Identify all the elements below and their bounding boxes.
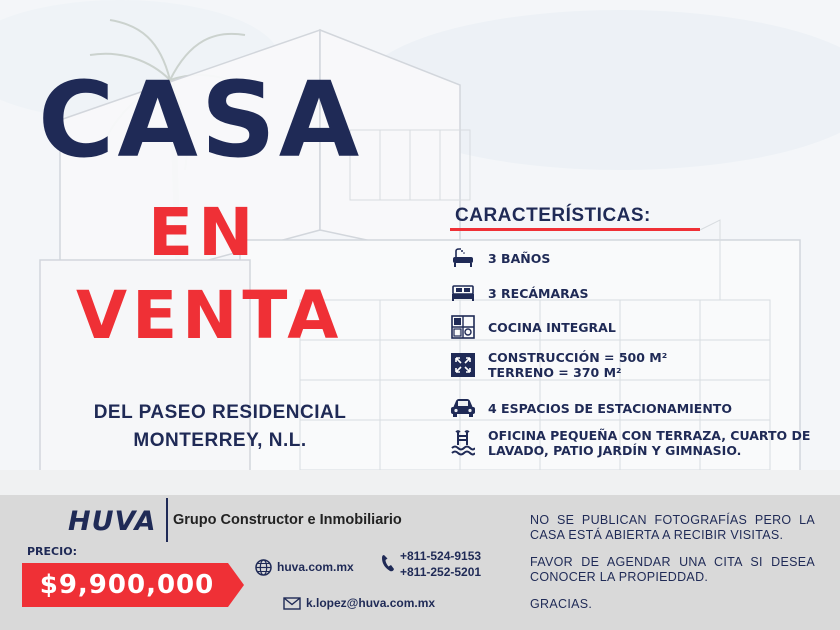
price-tag [22,563,244,607]
feature-construction-text: CONSTRUCCIÓN = 500 M² [488,350,668,365]
feature-parking-text: 4 ESPACIOS DE ESTACIONAMIENTO [488,400,732,416]
features-underline [450,228,700,231]
email-contact[interactable] [283,594,435,612]
car-icon [450,395,476,421]
kitchen-icon [450,314,476,340]
feature-bedrooms [450,280,588,306]
phone-numbers [400,548,481,580]
company-tagline: Grupo Constructor e Inmobiliario [173,512,402,528]
price-value: $9,900,000 [39,570,215,600]
pool-icon [450,430,476,456]
feature-parking [450,395,732,421]
mail-icon [283,594,301,612]
phone-number-1: +811-524-9153 [400,549,482,563]
location-line-2: MONTERREY, N.L. [133,430,307,451]
feature-extras-text [488,428,810,458]
headline-en: EN [148,194,259,271]
feature-kitchen-text: COCINA INTEGRAL [488,319,616,335]
globe-icon [254,558,272,576]
area-icon [450,352,476,378]
huva-logo: HUVA [68,506,157,537]
logo-divider [166,498,168,542]
email-text: k.lopez@huva.com.mx [306,596,436,610]
visit-notes [530,513,815,624]
headline-casa: CASA [38,59,363,181]
feature-area-text [488,350,667,380]
feature-land-text: TERRENO = 370 M² [488,365,622,380]
features-title: CARACTERÍSTICAS: [455,205,651,226]
bed-icon [450,280,476,306]
feature-baths [450,245,550,271]
feature-area [450,350,667,380]
feature-baths-text: 3 BAÑOS [488,250,551,266]
phone-number-2: +811-252-5201 [400,565,482,579]
phone-icon [380,553,396,575]
price-label: PRECIO: [27,545,77,558]
headline-venta: VENTA [76,277,344,354]
note-no-photos: NO SE PUBLICAN FOTOGRAFÍAS PERO LA CASA ESTÁ ABIERTA A RECIBIR VISITAS. [530,513,815,542]
note-thanks: GRACIAS. [530,597,593,611]
website-text: huva.com.mx [277,560,354,574]
feature-extras-line1: OFICINA PEQUEÑA CON TERRAZA, CUARTO DE [488,428,811,443]
feature-bedrooms-text: 3 RECÁMARAS [488,285,589,301]
feature-extras-line2: LAVADO, PATIO JARDÍN Y GIMNASIO. [488,443,742,458]
bathtub-icon [450,245,476,271]
website-contact[interactable] [254,558,354,576]
note-appointment: FAVOR DE AGENDAR UNA CITA SI DESEA CONOCER LA PROPIEDDAD. [530,555,815,584]
phone-contact[interactable] [380,548,481,580]
feature-extras [450,428,810,458]
feature-kitchen [450,314,616,340]
location-line-1: DEL PASEO RESIDENCIAL [93,402,347,423]
